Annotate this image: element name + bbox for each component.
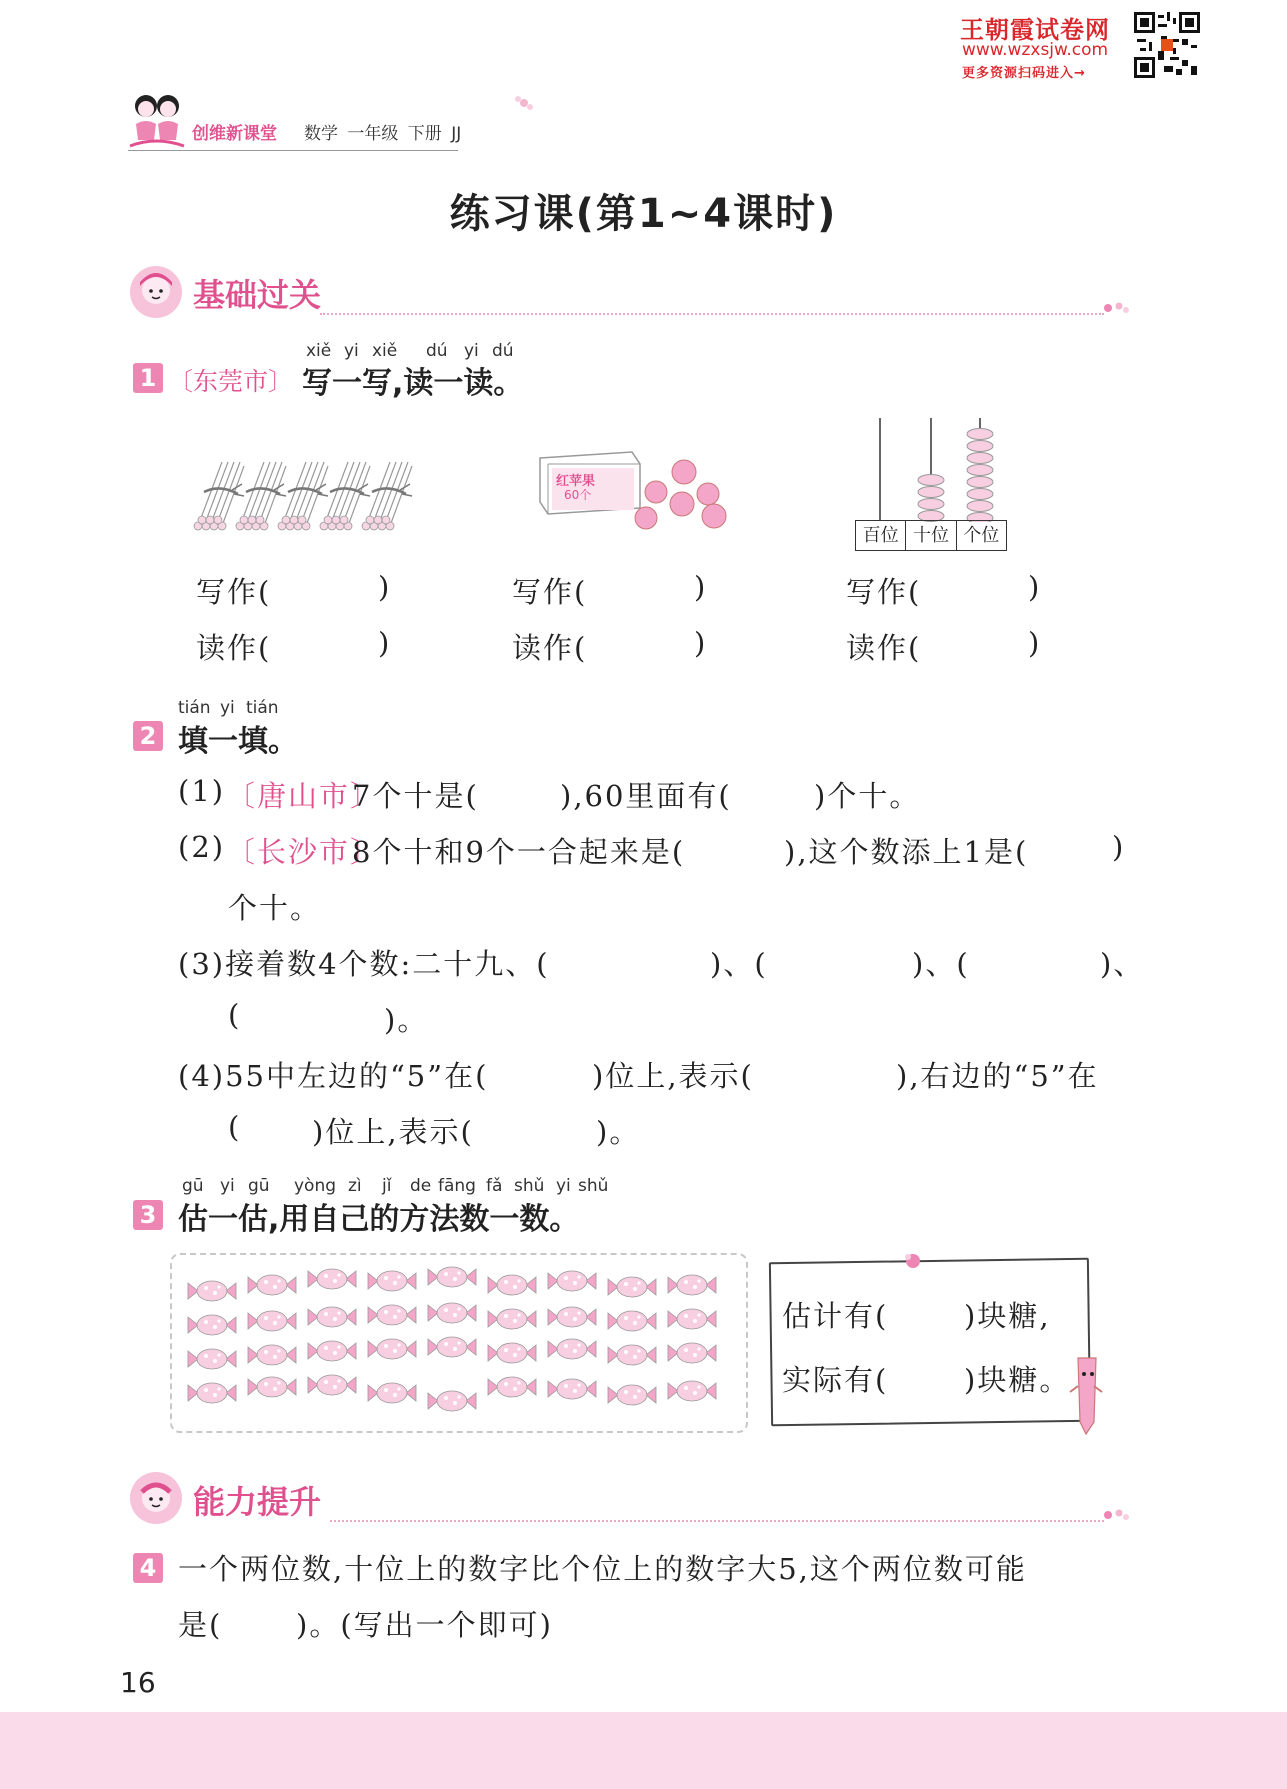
qr-code-icon [1134, 12, 1200, 78]
q2-p1-text-c: )个十。 [814, 779, 921, 813]
section-basic-divider [320, 313, 1104, 315]
q4-line-1: 一个两位数,十位上的数字比个位上的数字大5,这个两位数可能 [178, 1552, 1027, 1586]
abacus-place-labels [855, 520, 1007, 551]
q2-pinyin-1: tián [178, 698, 211, 718]
q3-pinyin-11: yi [556, 1176, 571, 1196]
q2-p2-continued: 个十。 [228, 891, 322, 925]
q2-p1-text-a: 7个十是( [352, 779, 479, 813]
girl-icon [128, 264, 184, 320]
q1-read-label-2: 读作( [512, 631, 588, 665]
q1-pinyin-4: dú [426, 341, 448, 361]
q1-pinyin-2: yi [344, 341, 359, 361]
q3-estimate-b: )块糖, [964, 1299, 1051, 1333]
q2-pinyin-3: tián [246, 698, 279, 718]
watermark-title: 王朝霞试卷网 [960, 16, 1110, 44]
brand-name: 创维新课堂 [192, 124, 277, 144]
q1-read-label-3: 读作( [846, 631, 922, 665]
q3-pinyin-5: zì [348, 1176, 362, 1196]
abacus-label-tens: 十位 [906, 521, 956, 550]
q4-line-2-b: )。(写出一个即可) [296, 1608, 553, 1642]
q1-read-close-2: ) [694, 626, 708, 660]
q2-p1-region-tag: 〔唐山市〕 [226, 779, 382, 813]
dots-deco-icon [1102, 1505, 1130, 1525]
q2-p4-cont-c: )。 [596, 1115, 641, 1149]
q1-pinyin-5: yi [464, 341, 479, 361]
q2-p4-text-c: ),右边的“5”在 [896, 1059, 1099, 1093]
q2-p4-cont-a: ( [228, 1110, 242, 1144]
candy-picture-box [170, 1253, 748, 1433]
boy-icon [128, 1470, 184, 1526]
q1-pinyin-3: xiě [372, 341, 398, 361]
q2-p2-text-c: ) [1112, 830, 1126, 864]
page-number: 16 [120, 1666, 156, 1699]
q4-line-2-a: 是( [178, 1608, 223, 1642]
apple-box-label: 红苹果 [556, 474, 596, 489]
pin-deco-icon [900, 1250, 926, 1272]
q2-p3-cont-b: )。 [384, 1003, 429, 1037]
q1-read-label-1: 读作( [196, 631, 272, 665]
estimate-note-card [769, 1258, 1091, 1426]
q2-p4-text-b: )位上,表示( [592, 1059, 754, 1093]
footer-band [0, 1712, 1287, 1789]
q2-p1-prefix: (1) [178, 774, 226, 808]
q3-pinyin-9: fǎ [486, 1176, 503, 1196]
q3-pinyin-8: fāng [438, 1176, 476, 1196]
q3-pinyin-1: gū [182, 1176, 204, 1196]
q3-pinyin-10: shǔ [514, 1176, 545, 1196]
dots-deco-icon [1102, 298, 1130, 318]
watermark-note: 更多资源扫码进入→ [962, 66, 1086, 81]
q1-write-close-3: ) [1028, 570, 1042, 604]
book-subtitle: 数学 一年级 下册 JJ [304, 124, 462, 144]
q2-p3-text-b: )、( [710, 947, 768, 981]
q1-write-close-2: ) [694, 570, 708, 604]
q2-p1-text-b: ),60里面有( [560, 779, 732, 813]
q2-p3-text-c: )、( [912, 947, 970, 981]
q1-read-close-3: ) [1028, 626, 1042, 660]
section-advanced-divider [330, 1520, 1104, 1522]
q1-pinyin-6: dú [492, 341, 514, 361]
abacus-image [854, 414, 1006, 522]
q1-write-label-2: 写作( [512, 575, 588, 609]
q2-number-badge: 2 [133, 721, 163, 751]
page-title: 练习课(第1~4课时) [449, 191, 838, 237]
q3-pinyin-7: de [410, 1176, 432, 1196]
q1-read-close-1: ) [378, 626, 392, 660]
abacus-label-hundreds: 百位 [856, 521, 906, 550]
q2-p2-prefix: (2) [178, 830, 226, 864]
section-advanced-title: 能力提升 [193, 1483, 322, 1521]
q3-estimate-a: 估计有( [782, 1299, 889, 1333]
q2-p3-text-d: )、 [1100, 947, 1145, 981]
q2-p4-cont-b: )位上,表示( [312, 1115, 474, 1149]
q2-p2-text-a: 8个十和9个一合起来是( [352, 835, 686, 869]
flower-deco-icon [512, 92, 536, 114]
q1-write-label-3: 写作( [846, 575, 922, 609]
q3-number-badge: 3 [133, 1200, 163, 1230]
q2-question: 填一填。 [178, 724, 298, 759]
q2-p2-region-tag: 〔长沙市〕 [226, 835, 382, 869]
q2-pinyin-2: yi [220, 698, 235, 718]
q3-actual-b: )块糖。 [964, 1363, 1071, 1397]
watermark-url: www.wzxsjw.com [962, 40, 1109, 60]
kids-logo-icon [126, 88, 188, 154]
q1-write-close-1: ) [378, 570, 392, 604]
q1-region-tag: 〔东莞市〕 [168, 367, 294, 396]
q2-p4-text-a: (4)55中左边的“5”在( [178, 1059, 489, 1093]
q1-pinyin-1: xiě [306, 341, 332, 361]
q1-write-label-1: 写作( [196, 575, 272, 609]
stick-bundles-image [192, 454, 414, 538]
q3-pinyin-12: shǔ [578, 1176, 609, 1196]
q2-p2-text-b: ),这个数添上1是( [784, 835, 1029, 869]
q1-number-badge: 1 [133, 363, 163, 393]
q1-question: 写一写,读一读。 [302, 366, 524, 401]
apple-box-count: 60个 [564, 488, 592, 502]
q2-p3-cont-a: ( [228, 998, 242, 1032]
q3-pinyin-2: yi [220, 1176, 235, 1196]
q2-p3-text-a: (3)接着数4个数:二十九、( [178, 947, 550, 981]
header-divider [128, 150, 458, 151]
abacus-label-ones: 个位 [963, 525, 1000, 546]
q3-pinyin-6: jǐ [382, 1176, 392, 1196]
q3-question: 估一估,用自己的方法数一数。 [178, 1202, 580, 1237]
q3-actual-a: 实际有( [782, 1363, 889, 1397]
q4-number-badge: 4 [133, 1553, 163, 1583]
q3-pinyin-3: gū [248, 1176, 270, 1196]
pencil-character-icon [1064, 1352, 1108, 1436]
candies-image [172, 1255, 746, 1431]
q3-pinyin-4: yòng [294, 1176, 337, 1196]
section-basic-title: 基础过关 [193, 276, 322, 314]
